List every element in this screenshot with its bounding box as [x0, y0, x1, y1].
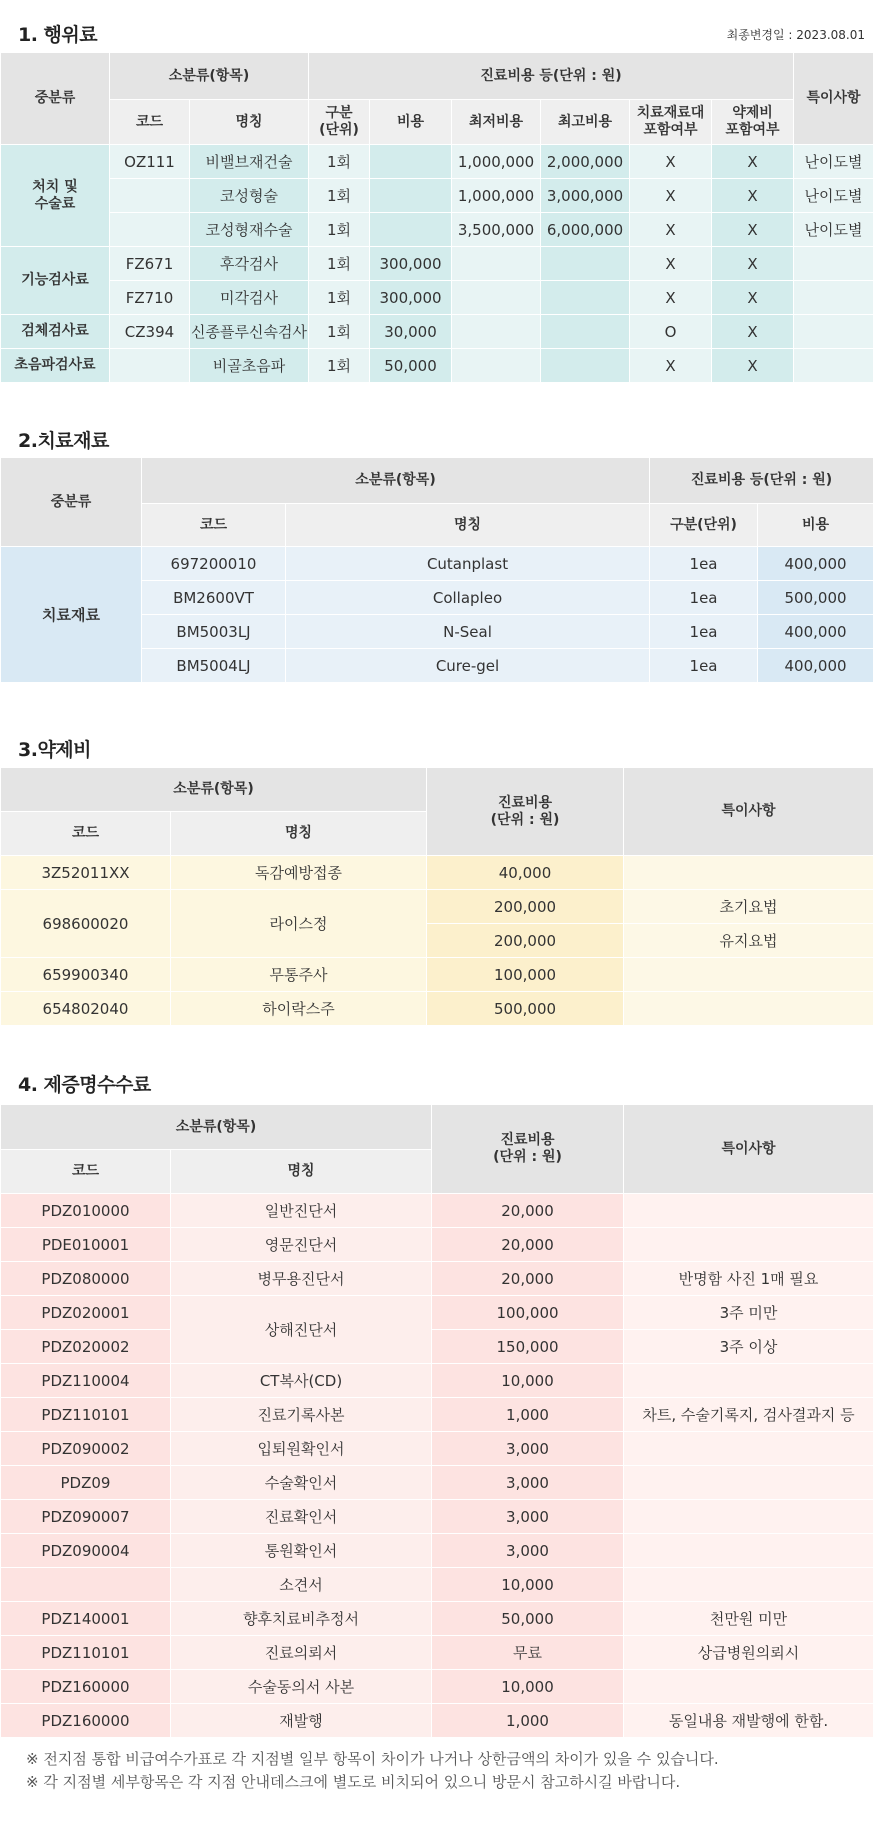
cell-name: 진료의뢰서 — [171, 1636, 432, 1670]
header-unit: 구분 (단위) — [309, 100, 370, 145]
cell-code: 654802040 — [1, 992, 171, 1026]
cell-name: 소견서 — [171, 1568, 432, 1602]
cell-note — [624, 1568, 874, 1602]
cell-name: 수술동의서 사본 — [171, 1670, 432, 1704]
cell-unit: 1회 — [309, 281, 370, 315]
cell-unit: 1회 — [309, 247, 370, 281]
cell-unit: 1ea — [650, 649, 758, 683]
header-cost: 진료비용 등(단위 : 원) — [650, 458, 874, 504]
cell-fee: 300,000 — [370, 247, 452, 281]
cell-fee — [370, 145, 452, 179]
table-row — [1, 1432, 874, 1466]
cell-drug: X — [712, 315, 794, 349]
certificate-fee-table — [0, 1104, 874, 1738]
header-code: 코드 — [1, 1150, 171, 1194]
cell-code: 3Z52011XX — [1, 856, 171, 890]
cell-fee: 무료 — [432, 1636, 624, 1670]
cell-fee: 10,000 — [432, 1364, 624, 1398]
cell-fee: 40,000 — [427, 856, 624, 890]
cell-max-cost — [541, 281, 630, 315]
cell-name: 영문진단서 — [171, 1228, 432, 1262]
cell-note: 초기요법 — [624, 890, 874, 924]
footnote: ※ 각 지점별 세부항목은 각 지점 안내데스크에 별도로 비치되어 있으니 방문시 참고하시길 바랍니다. — [26, 1773, 681, 1791]
table-row — [1, 315, 874, 349]
table-row — [1, 213, 874, 247]
cell-code — [110, 213, 190, 247]
table-row — [1, 1194, 874, 1228]
cell-drug: X — [712, 281, 794, 315]
cell-drug: X — [712, 247, 794, 281]
header-fee: 비용 — [370, 100, 452, 145]
cell-code: PDZ090004 — [1, 1534, 171, 1568]
cell-code: 659900340 — [1, 958, 171, 992]
cell-min-cost — [452, 315, 541, 349]
cell-name: 수술확인서 — [171, 1466, 432, 1500]
cell-code: BM5003LJ — [142, 615, 286, 649]
last-updated-date: 최종변경일 : 2023.08.01 — [726, 28, 865, 42]
cell-fee: 50,000 — [432, 1602, 624, 1636]
table-row — [1, 992, 874, 1026]
cell-code: CZ394 — [110, 315, 190, 349]
header-special-notes: 특이사항 — [624, 1105, 874, 1194]
cell-material: O — [630, 315, 712, 349]
cell-fee: 3,000 — [432, 1500, 624, 1534]
cell-drug: X — [712, 213, 794, 247]
cell-name: 향후치료비추정서 — [171, 1602, 432, 1636]
cell-max-cost — [541, 315, 630, 349]
cell-name: Collapleo — [286, 581, 650, 615]
cell-note: 천만원 미만 — [624, 1602, 874, 1636]
header-name: 명칭 — [286, 504, 650, 547]
table-row — [1, 547, 874, 581]
cell-name: 진료확인서 — [171, 1500, 432, 1534]
cell-code: PDZ160000 — [1, 1704, 171, 1738]
cell-fee: 3,000 — [432, 1432, 624, 1466]
drug-fee-table — [0, 767, 874, 1026]
table-row — [1, 1636, 874, 1670]
cell-material: X — [630, 213, 712, 247]
cell-fee: 500,000 — [758, 581, 874, 615]
group-label: 초음파검사료 — [1, 349, 110, 383]
header-name: 명칭 — [190, 100, 309, 145]
cell-code: OZ111 — [110, 145, 190, 179]
cell-code: FZ710 — [110, 281, 190, 315]
cell-fee: 1,000 — [432, 1704, 624, 1738]
table-row — [1, 1534, 874, 1568]
cell-fee: 10,000 — [432, 1670, 624, 1704]
footnotes — [26, 1748, 719, 1794]
cell-note: 동일내용 재발행에 한함. — [624, 1704, 874, 1738]
table-row — [1, 281, 874, 315]
cell-note — [624, 1534, 874, 1568]
cell-name: Cutanplast — [286, 547, 650, 581]
cell-min-cost — [452, 281, 541, 315]
header-cost: 진료비용 등(단위 : 원) — [309, 53, 794, 100]
cell-note: 차트, 수술기록지, 검사결과지 등 — [624, 1398, 874, 1432]
table-row — [1, 1330, 874, 1364]
cell-fee: 200,000 — [427, 924, 624, 958]
cell-fee: 400,000 — [758, 615, 874, 649]
cell-note: 유지요법 — [624, 924, 874, 958]
cell-note — [624, 992, 874, 1026]
cell-material: X — [630, 145, 712, 179]
section-title-procedures: 1. 행위료 — [18, 24, 98, 46]
cell-material: X — [630, 349, 712, 383]
header-special-notes: 특이사항 — [794, 53, 874, 145]
table-row — [1, 958, 874, 992]
cell-code: PDZ020001 — [1, 1296, 171, 1330]
header-code: 코드 — [1, 812, 171, 856]
cell-name: 신종플루신속검사 — [190, 315, 309, 349]
section-title-drugs: 3.약제비 — [18, 739, 92, 761]
header-sub-category: 소분류(항목) — [1, 768, 427, 812]
cell-unit: 1회 — [309, 213, 370, 247]
cell-name: 코성형재수술 — [190, 213, 309, 247]
header-material-included: 치료재료대 포함여부 — [630, 100, 712, 145]
cell-note — [794, 349, 874, 383]
cell-fee: 1,000 — [432, 1398, 624, 1432]
header-min-cost: 최저비용 — [452, 100, 541, 145]
header-code: 코드 — [110, 100, 190, 145]
cell-name: 진료기록사본 — [171, 1398, 432, 1432]
header-mid-category: 중분류 — [1, 53, 110, 145]
section-title-materials: 2.치료재료 — [18, 430, 109, 452]
cell-fee: 400,000 — [758, 547, 874, 581]
cell-code: PDZ110101 — [1, 1398, 171, 1432]
cell-code: PDZ090007 — [1, 1500, 171, 1534]
cell-max-cost — [541, 247, 630, 281]
table-row — [1, 1466, 874, 1500]
header-fee: 비용 — [758, 504, 874, 547]
cell-note: 상급병원의뢰시 — [624, 1636, 874, 1670]
cell-code: PDZ090002 — [1, 1432, 171, 1466]
cell-fee: 10,000 — [432, 1568, 624, 1602]
cell-unit: 1회 — [309, 349, 370, 383]
cell-code: PDZ080000 — [1, 1262, 171, 1296]
cell-note — [624, 856, 874, 890]
group-label: 검체검사료 — [1, 315, 110, 349]
cell-fee: 100,000 — [427, 958, 624, 992]
cell-note: 3주 미만 — [624, 1296, 874, 1330]
cell-name: 통원확인서 — [171, 1534, 432, 1568]
header-unit: 구분(단위) — [650, 504, 758, 547]
cell-min-cost: 1,000,000 — [452, 179, 541, 213]
cell-drug: X — [712, 179, 794, 213]
cell-name: 입퇴원확인서 — [171, 1432, 432, 1466]
group-label: 치료재료 — [1, 547, 142, 683]
header-name: 명칭 — [171, 812, 427, 856]
cell-drug: X — [712, 145, 794, 179]
cell-unit: 1ea — [650, 615, 758, 649]
cell-unit: 1회 — [309, 179, 370, 213]
cell-name: 미각검사 — [190, 281, 309, 315]
cell-code: PDZ140001 — [1, 1602, 171, 1636]
header-name: 명칭 — [171, 1150, 432, 1194]
cell-fee: 20,000 — [432, 1262, 624, 1296]
procedure-fee-table — [0, 52, 874, 383]
table-row — [1, 145, 874, 179]
cell-code: PDZ09 — [1, 1466, 171, 1500]
group-label: 기능검사료 — [1, 247, 110, 315]
header-sub-category: 소분류(항목) — [110, 53, 309, 100]
cell-name: 라이스정 — [171, 890, 427, 958]
cell-code — [1, 1568, 171, 1602]
cell-unit: 1ea — [650, 547, 758, 581]
cell-name: 하이락스주 — [171, 992, 427, 1026]
cell-note — [794, 281, 874, 315]
cell-name: N-Seal — [286, 615, 650, 649]
cell-fee: 20,000 — [432, 1228, 624, 1262]
cell-note — [624, 958, 874, 992]
cell-fee — [370, 213, 452, 247]
cell-note — [624, 1194, 874, 1228]
cell-fee: 100,000 — [432, 1296, 624, 1330]
header-max-cost: 최고비용 — [541, 100, 630, 145]
cell-code — [110, 349, 190, 383]
cell-name: 코성형술 — [190, 179, 309, 213]
cell-name: Cure-gel — [286, 649, 650, 683]
group-label: 처치 및 수술료 — [1, 145, 110, 247]
table-row — [1, 856, 874, 890]
table-row — [1, 1568, 874, 1602]
cell-name: 무통주사 — [171, 958, 427, 992]
table-row — [1, 247, 874, 281]
cell-code — [110, 179, 190, 213]
cell-fee: 30,000 — [370, 315, 452, 349]
cell-material: X — [630, 281, 712, 315]
table-row — [1, 349, 874, 383]
header-cost: 진료비용 (단위 : 원) — [427, 768, 624, 856]
table-row — [1, 1364, 874, 1398]
cell-code: 698600020 — [1, 890, 171, 958]
cell-note: 반명함 사진 1매 필요 — [624, 1262, 874, 1296]
cell-name: 상해진단서 — [171, 1296, 432, 1364]
header-sub-category: 소분류(항목) — [142, 458, 650, 504]
cell-fee — [370, 179, 452, 213]
cell-code: PDE010001 — [1, 1228, 171, 1262]
cell-fee: 150,000 — [432, 1330, 624, 1364]
cell-material: X — [630, 179, 712, 213]
cell-name: 일반진단서 — [171, 1194, 432, 1228]
cell-min-cost: 3,500,000 — [452, 213, 541, 247]
table-row — [1, 1228, 874, 1262]
cell-name: 재발행 — [171, 1704, 432, 1738]
cell-code: PDZ160000 — [1, 1670, 171, 1704]
header-special-notes: 특이사항 — [624, 768, 874, 856]
cell-fee: 400,000 — [758, 649, 874, 683]
cell-fee: 20,000 — [432, 1194, 624, 1228]
cell-max-cost — [541, 349, 630, 383]
cell-drug: X — [712, 349, 794, 383]
cell-max-cost: 2,000,000 — [541, 145, 630, 179]
table-row — [1, 179, 874, 213]
material-fee-table — [0, 457, 874, 683]
cell-name: 비밸브재건술 — [190, 145, 309, 179]
cell-code: 697200010 — [142, 547, 286, 581]
table-row — [1, 1398, 874, 1432]
cell-code: PDZ110004 — [1, 1364, 171, 1398]
table-row — [1, 1704, 874, 1738]
cell-name: 비골초음파 — [190, 349, 309, 383]
table-row — [1, 890, 874, 924]
cell-code: PDZ020002 — [1, 1330, 171, 1364]
cell-max-cost: 3,000,000 — [541, 179, 630, 213]
cell-note — [624, 1466, 874, 1500]
header-cost: 진료비용 (단위 : 원) — [432, 1105, 624, 1194]
table-row — [1, 1262, 874, 1296]
header-mid-category: 중분류 — [1, 458, 142, 547]
cell-min-cost: 1,000,000 — [452, 145, 541, 179]
header-drug-included: 약제비 포함여부 — [712, 100, 794, 145]
cell-name: 후각검사 — [190, 247, 309, 281]
cell-unit: 1회 — [309, 315, 370, 349]
cell-code: PDZ010000 — [1, 1194, 171, 1228]
cell-note — [624, 1432, 874, 1466]
cell-name: 독감예방접종 — [171, 856, 427, 890]
cell-note — [624, 1670, 874, 1704]
cell-fee: 200,000 — [427, 890, 624, 924]
footnote: ※ 전지점 통합 비급여수가표로 각 지점별 일부 항목이 차이가 나거나 상한금액의 차이가 있을 수 있습니다. — [26, 1750, 719, 1768]
cell-code: BM5004LJ — [142, 649, 286, 683]
cell-name: CT복사(CD) — [171, 1364, 432, 1398]
cell-note: 난이도별 — [794, 179, 874, 213]
cell-fee: 300,000 — [370, 281, 452, 315]
header-sub-category: 소분류(항목) — [1, 1105, 432, 1150]
cell-note — [624, 1228, 874, 1262]
cell-note — [624, 1364, 874, 1398]
cell-note — [624, 1500, 874, 1534]
cell-note — [794, 247, 874, 281]
cell-fee: 3,000 — [432, 1534, 624, 1568]
header-code: 코드 — [142, 504, 286, 547]
table-row — [1, 1670, 874, 1704]
table-row — [1, 1296, 874, 1330]
cell-unit: 1ea — [650, 581, 758, 615]
cell-fee: 3,000 — [432, 1466, 624, 1500]
cell-name: 병무용진단서 — [171, 1262, 432, 1296]
cell-note: 난이도별 — [794, 145, 874, 179]
cell-max-cost: 6,000,000 — [541, 213, 630, 247]
cell-material: X — [630, 247, 712, 281]
cell-note: 3주 이상 — [624, 1330, 874, 1364]
table-row — [1, 1602, 874, 1636]
cell-unit: 1회 — [309, 145, 370, 179]
cell-fee: 50,000 — [370, 349, 452, 383]
cell-note: 난이도별 — [794, 213, 874, 247]
section-title-certificates: 4. 제증명수수료 — [18, 1074, 151, 1096]
cell-note — [794, 315, 874, 349]
cell-code: FZ671 — [110, 247, 190, 281]
cell-code: BM2600VT — [142, 581, 286, 615]
cell-min-cost — [452, 349, 541, 383]
cell-fee: 500,000 — [427, 992, 624, 1026]
table-row — [1, 1500, 874, 1534]
cell-code: PDZ110101 — [1, 1636, 171, 1670]
cell-min-cost — [452, 247, 541, 281]
